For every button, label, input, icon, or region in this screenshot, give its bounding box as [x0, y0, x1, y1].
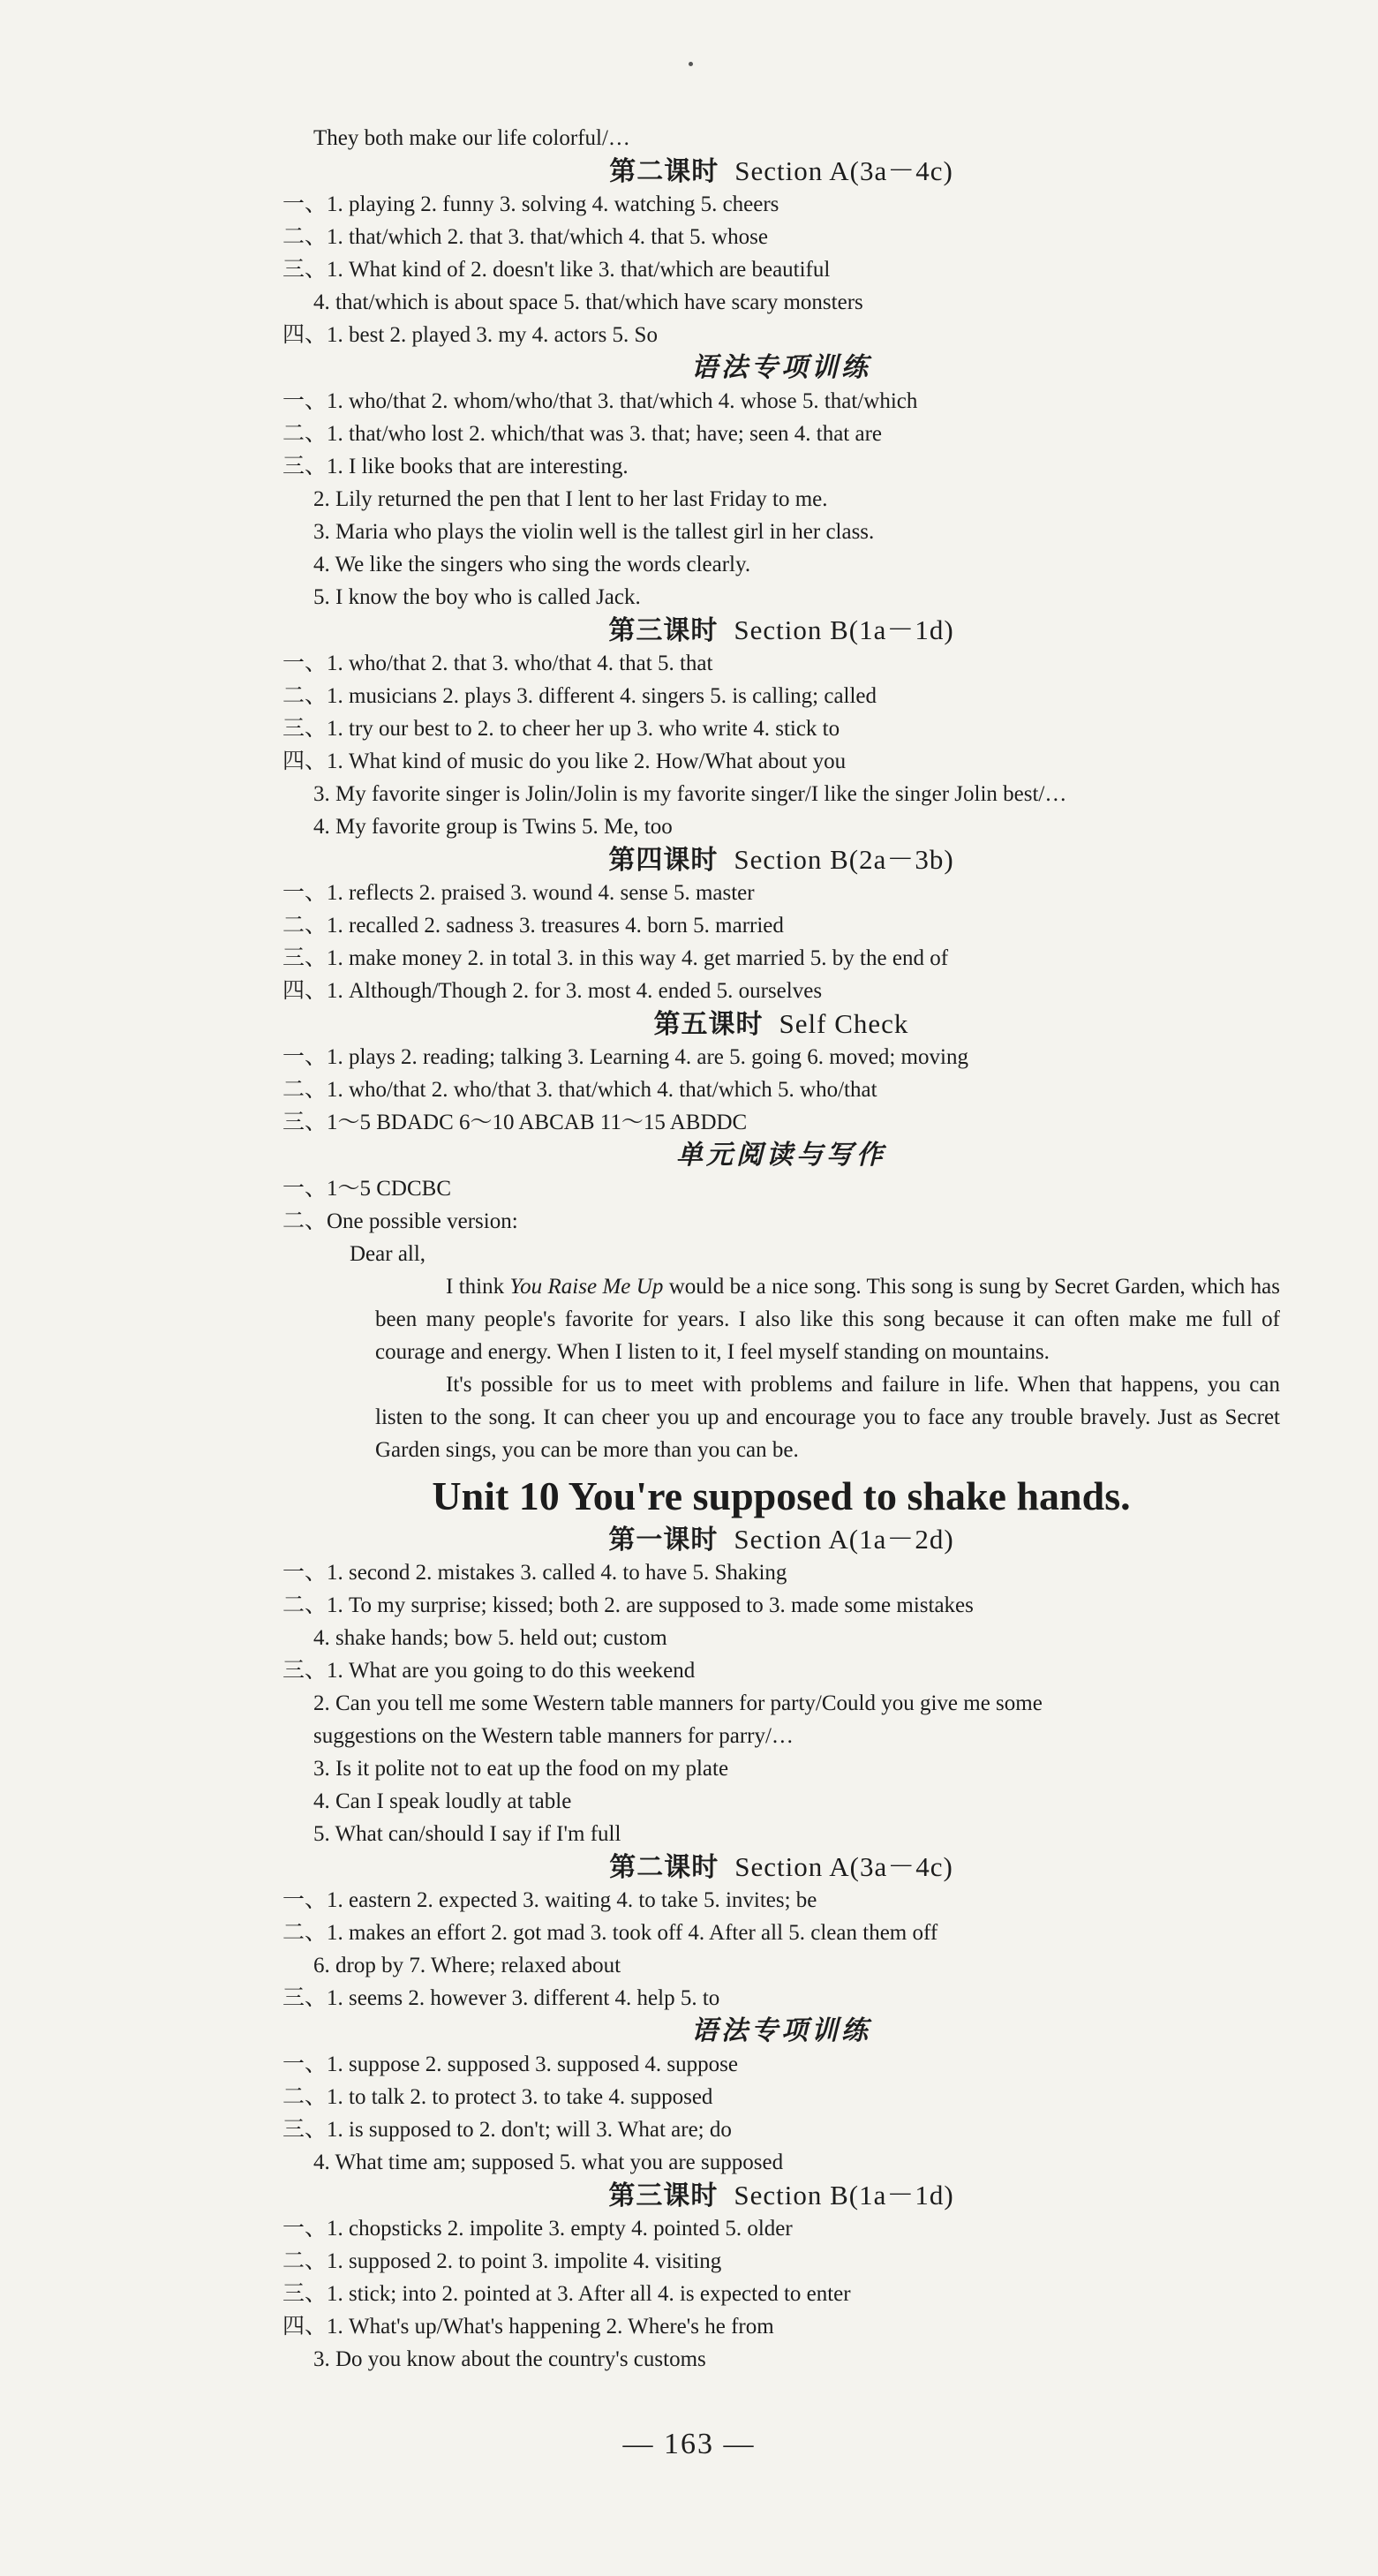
answer-line: 5. I know the boy who is called Jack. [313, 585, 641, 609]
answer-line: 三、1. make money 2. in total 3. in this way 4. get married 5. by the end of [282, 946, 949, 970]
answer-line: 一、1. eastern 2. expected 3. waiting 4. to take 5. invites; be [282, 1888, 817, 1912]
unit-title: Unit 10 You're supposed to shake hands. [432, 1473, 1131, 1518]
song-title: You Raise Me Up [509, 1275, 664, 1299]
special-heading: 语法专项训练 [691, 353, 871, 382]
section-heading-en: Section A(3a－4c) [734, 1851, 953, 1882]
section-heading [282, 1007, 1280, 1041]
answer-line: 三、1. I like books that are interesting. [282, 455, 629, 478]
special-heading: 语法专项训练 [691, 2016, 871, 2045]
answer-line: 3. Do you know about the country's customs [313, 2347, 706, 2371]
answer-line: 四、1. best 2. played 3. my 4. actors 5. So [282, 323, 658, 347]
answer-line: 一、1. suppose 2. supposed 3. supposed 4. suppose [282, 2053, 738, 2076]
answer-line: 二、1. To my surprise; kissed; both 2. are supposed to 3. made some mistakes [282, 1593, 974, 1617]
section-heading [282, 154, 1280, 188]
answer-line: 4. What time am; supposed 5. what you are supposed [313, 2150, 784, 2174]
answer-line: 4. that/which is about space 5. that/which have scary monsters [313, 290, 863, 314]
section-heading-en: Section A(3a－4c) [734, 155, 953, 186]
section-heading [282, 1850, 1280, 1884]
section-heading-en: Section A(1a－2d) [734, 1524, 954, 1555]
essay-text: would be a nice song. This song is sung by Secret Garden, which has been many people's favorite for years. I also like this song because it can often make me full of courage and energy. When I listen to it, I feel myself standing on mountains. [375, 1275, 1280, 1364]
top-dot [689, 62, 693, 66]
answer-line: 三、1. try our best to 2. to cheer her up 3. who write 4. stick to [282, 717, 840, 741]
essay-text: It's possible for us to meet with problems and failure in life. When that happens, you can listen to the song. It can cheer you up and encourage you to face any trouble bravely. Just as Secret Garden sings, you can be more than you can be. [375, 1373, 1280, 1462]
section-heading-cn: 第一课时 [608, 1525, 719, 1555]
section-heading-cn: 第三课时 [608, 616, 719, 645]
section-heading [282, 2179, 1280, 2212]
answer-line: 二、1. makes an effort 2. got mad 3. took off 4. After all 5. clean them off [282, 1921, 938, 1945]
section-heading-en: Section B(2a－3b) [734, 844, 954, 875]
section-heading-en: Self Check [779, 1008, 909, 1039]
section-heading [282, 1523, 1280, 1556]
answer-line: 一、1. reflects 2. praised 3. wound 4. sense 5. master [282, 881, 755, 905]
section-heading-cn: 第二课时 [609, 157, 719, 186]
answer-line: 二、1. who/that 2. who/that 3. that/which 4. that/which 5. who/that [282, 1078, 877, 1102]
answer-line: 一、1. playing 2. funny 3. solving 4. watching 5. cheers [282, 192, 779, 216]
answer-line: 二、One possible version: [282, 1209, 518, 1233]
answer-line: 二、1. that/which 2. that 3. that/which 4. that 5. whose [282, 225, 768, 249]
section-heading-en: Section B(1a－1d) [734, 2180, 954, 2211]
answer-line: 一、1～5 CDCBC [282, 1177, 452, 1201]
answer-line: 3. Maria who plays the violin well is the tallest girl in her class. [313, 520, 875, 544]
answer-line: 三、1. What kind of 2. doesn't like 3. that/which are beautiful [282, 258, 831, 282]
answer-line: 3. Is it polite not to eat up the food on my plate [313, 1757, 729, 1781]
answer-line: 一、1. plays 2. reading; talking 3. Learning 4. are 5. going 6. moved; moving [282, 1045, 968, 1069]
answer-line: 二、1. supposed 2. to point 3. impolite 4. visiting [282, 2249, 722, 2273]
answer-line: 四、1. What kind of music do you like 2. How/What about you [282, 749, 847, 773]
top-line: They both make our life colorful/… [313, 126, 630, 150]
answer-line: 一、1. second 2. mistakes 3. called 4. to have 5. Shaking [282, 1561, 787, 1585]
section-heading-cn: 第三课时 [608, 2181, 719, 2211]
section-heading [282, 614, 1280, 647]
section-heading-en: Section B(1a－1d) [734, 614, 954, 645]
answer-line: 三、1～5 BDADC 6～10 ABCAB 11～15 ABDDC [282, 1111, 748, 1134]
answer-line: 一、1. chopsticks 2. impolite 3. empty 4. pointed 5. older [282, 2217, 793, 2241]
answer-line: Dear all, [350, 1242, 426, 1266]
answer-line: 二、1. musicians 2. plays 3. different 4. singers 5. is calling; called [282, 684, 877, 708]
answer-line: suggestions on the Western table manners for parry/… [313, 1724, 794, 1748]
answer-line: 4. Can I speak loudly at table [313, 1789, 572, 1813]
answer-line: 4. We like the singers who sing the words clearly. [313, 553, 751, 576]
answer-line: 4. shake hands; bow 5. held out; custom [313, 1626, 667, 1650]
answer-line: 二、1. recalled 2. sadness 3. treasures 4. born 5. married [282, 914, 784, 938]
section-heading-cn: 第二课时 [609, 1853, 719, 1882]
answer-line: 2. Can you tell me some Western table manners for party/Could you give me some [313, 1691, 1043, 1715]
answer-line: 二、1. that/who lost 2. which/that was 3. that; have; seen 4. that are [282, 422, 883, 446]
answer-line: 4. My favorite group is Twins 5. Me, too [313, 815, 673, 839]
section-heading-cn: 第四课时 [608, 846, 719, 875]
answer-line: 三、1. What are you going to do this weekend [282, 1659, 696, 1683]
answer-line: 3. My favorite singer is Jolin/Jolin is my favorite singer/I like the singer Jolin best/… [313, 782, 1067, 806]
answer-line: 5. What can/should I say if I'm full [313, 1822, 621, 1846]
essay-text: I think [446, 1275, 510, 1299]
answer-line: 三、1. stick; into 2. pointed at 3. After all 4. is expected to enter [282, 2282, 851, 2306]
special-heading: 单元阅读与写作 [676, 1141, 886, 1170]
answer-line: 四、1. What's up/What's happening 2. Where's he from [282, 2315, 774, 2339]
answer-line: 二、1. to talk 2. to protect 3. to take 4. supposed [282, 2085, 713, 2109]
answer-line: 2. Lily returned the pen that I lent to her last Friday to me. [313, 487, 828, 511]
answer-line: 三、1. seems 2. however 3. different 4. help 5. to [282, 1986, 720, 2010]
answer-line: 一、1. who/that 2. whom/who/that 3. that/which 4. whose 5. that/which [282, 389, 918, 413]
answer-line: 四、1. Although/Though 2. for 3. most 4. ended 5. ourselves [282, 979, 823, 1003]
answer-column [282, 122, 1280, 2376]
page-number: — 163 — [622, 2428, 756, 2460]
essay-paragraph [282, 1368, 1280, 1466]
section-heading-cn: 第五课时 [653, 1010, 764, 1039]
answer-line: 6. drop by 7. Where; relaxed about [313, 1954, 621, 1977]
answer-line: 三、1. is supposed to 2. don't; will 3. What are; do [282, 2118, 732, 2142]
answer-line: 一、1. who/that 2. that 3. who/that 4. that 5. that [282, 652, 713, 675]
section-heading [282, 843, 1280, 877]
essay-paragraph [282, 1270, 1280, 1368]
